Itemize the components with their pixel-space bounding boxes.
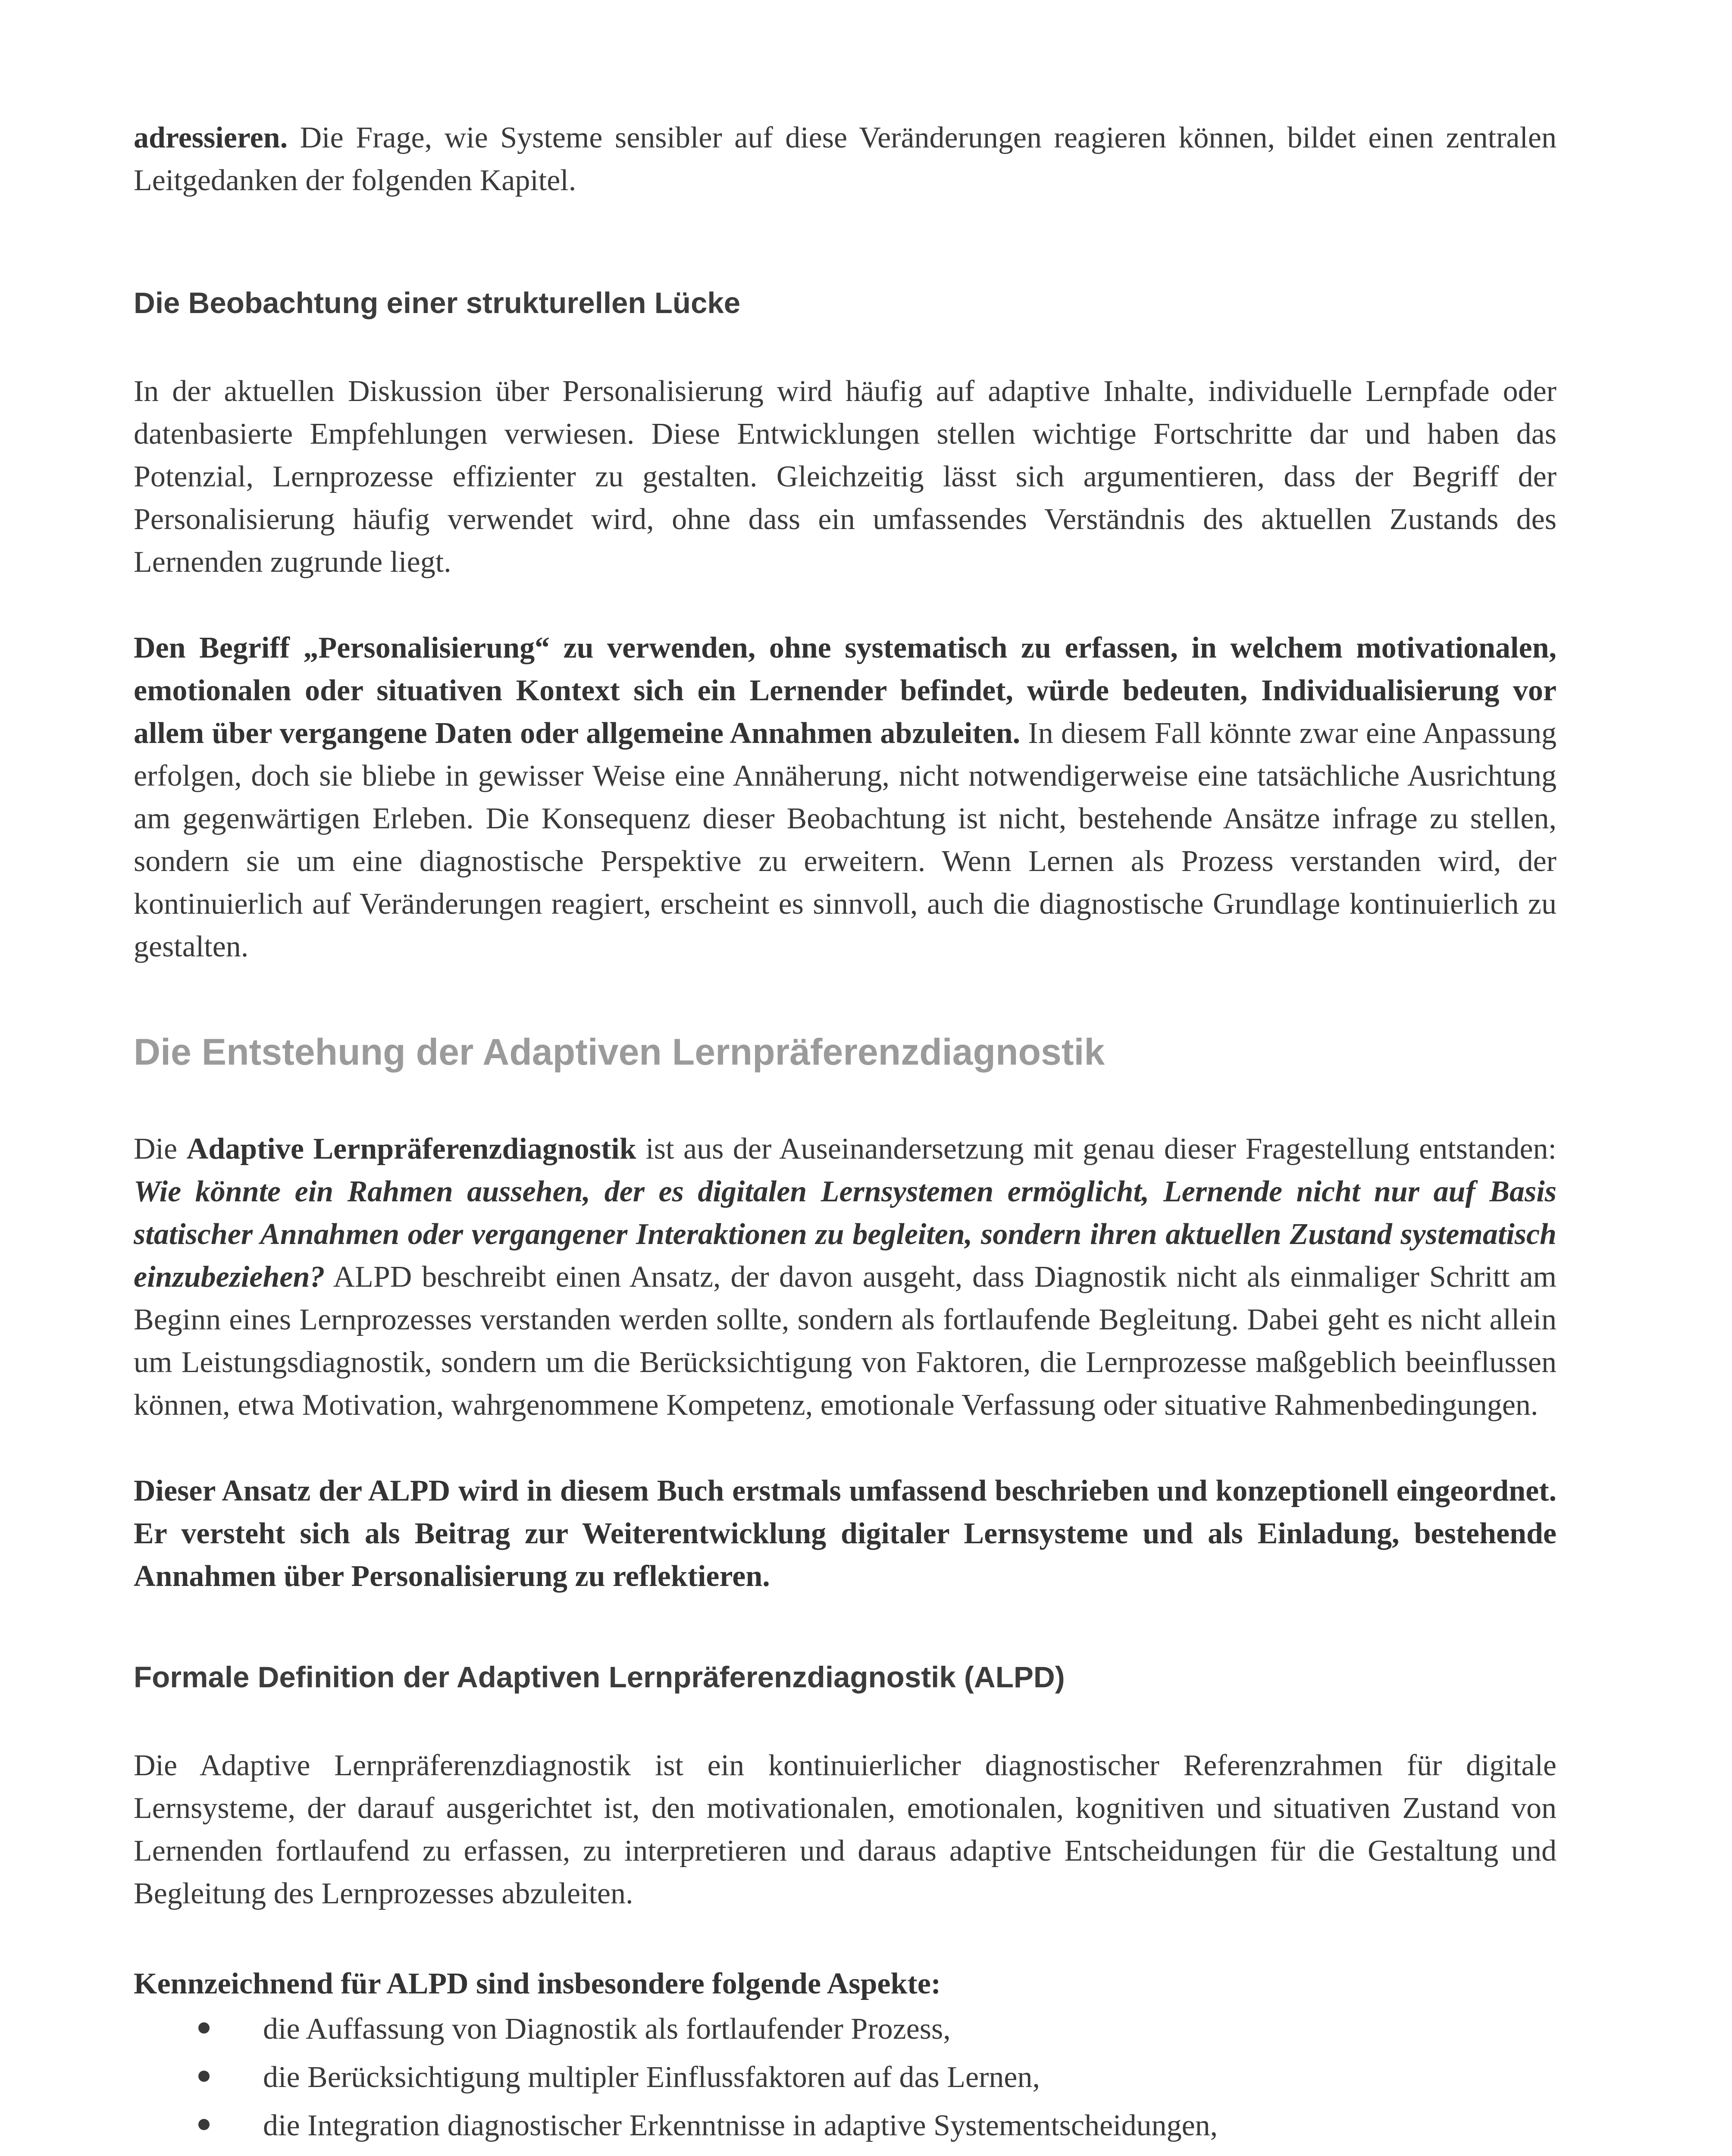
paragraph-definition: Die Adaptive Lernpräferenzdiagnostik ist ein kontinuierlicher diagnostischer Referenzrahmen für digitale Lernsysteme, der darauf ausgerichtet ist, den motivationalen, emotionalen, kognitiven und situativen Zustand von Lernenden fortlaufend zu erfassen, zu interpretieren und daraus adaptive Entscheidungen für die Gestaltung und Begleitung des Lernprozesses abzuleiten. (134, 1749, 1557, 1910)
heading-strukturelle-luecke: Die Beobachtung einer strukturellen Lücke (134, 286, 741, 320)
aspects-list (134, 2005, 1557, 2156)
heading-formale-definition: Formale Definition der Adaptiven Lernpräferenzdiagnostik (ALPD) (134, 1661, 1065, 1694)
list-item (134, 2005, 1557, 2053)
list-item (134, 2150, 1557, 2156)
paragraph-personalisierung: In der aktuellen Diskussion über Personalisierung wird häufig auf adaptive Inhalte, individuelle Lernpfade oder datenbasierte Empfehlungen verwiesen. Diese Entwicklungen stellen wichtige Fortschritte dar und haben das Potenzial, Lernprozesse effizienter zu gestalten. Gleichzeitig lässt sich argumentieren, dass der Begriff der Personalisierung häufig verwendet wird, ohne dass ein umfassendes Verständnis des aktuellen Zustands des Lernenden zugrunde liegt. (134, 375, 1557, 579)
document-page (134, 116, 1557, 2156)
begriff-rest-text: In diesem Fall könnte zwar eine Anpassung erfolgen, doch sie bliebe in gewisser Weise eine Annäherung, nicht notwendigerweise eine tatsächliche Ausrichtung am gegenwärtigen Erleben. Die Konsequenz dieser Beobachtung ist nicht, bestehende Ansätze infrage zu stellen, sondern sie um eine diagnostische Perspektive zu erweitern. Wenn Lernen als Prozess verstanden wird, der kontinuierlich auf Veränderungen reagiert, erscheint es sinnvoll, auch die diagnostische Grundlage kontinuierlich zu gestalten. (134, 717, 1557, 963)
bullet-icon (198, 2119, 210, 2130)
heading-entstehung-alpd: Die Entstehung der Adaptiven Lernpräferenzdiagnostik (134, 1031, 1105, 1073)
aspect-text: die Auffassung von Diagnostik als fortlaufender Prozess, (263, 2012, 951, 2046)
alpd-text-b: ist aus der Auseinandersetzung mit genau dieser Fragestellung entstanden: (636, 1132, 1557, 1166)
intro-text: Die Frage, wie Systeme sensibler auf diese Veränderungen reagieren können, bildet einen zentralen Leitgedanken der folgenden Kapitel. (134, 121, 1557, 197)
alpd-key-question: Wie könnte ein Rahmen aussehen, der es digitalen Lernsystemen ermöglicht, Lernende nicht nur auf Basis statischer Annahmen oder vergangener Interaktionen zu begleiten, sondern ihren aktuellen Zustand systematisch einzubeziehen? (134, 1175, 1557, 1294)
intro-paragraph (134, 116, 1557, 202)
aspects-heading: Kennzeichnend für ALPD sind insbesondere folgende Aspekte: (134, 1967, 941, 2000)
alpd-bold-term: Adaptive Lernpräferenzdiagnostik (186, 1132, 636, 1166)
paragraph-begriff-personalisierung (134, 627, 1557, 968)
aspect-text: die Integration diagnostischer Erkenntnisse in adaptive Systementscheidungen, (263, 2109, 1218, 2142)
intro-bold-lead: adressieren. (134, 121, 288, 154)
alpd-text-a: Die (134, 1132, 187, 1166)
paragraph-alpd-entstehung (134, 1128, 1557, 1426)
paragraph-ansatz-buch: Dieser Ansatz der ALPD wird in diesem Buch erstmals umfassend beschrieben und konzeptionell eingeordnet. Er versteht sich als Beitrag zur Weiterentwicklung digitaler Lernsysteme und als Einladung, bestehende Annahmen über Personalisierung zu reflektieren. (134, 1474, 1557, 1593)
list-item (134, 2102, 1557, 2150)
bullet-icon (198, 2071, 210, 2082)
aspect-text: die Berücksichtigung multipler Einflussfaktoren auf das Lernen, (263, 2061, 1040, 2094)
bullet-icon (198, 2022, 210, 2034)
begriff-bold-text: Den Begriff „Personalisierung“ zu verwenden, ohne systematisch zu erfassen, in welchem motivationalen, emotionalen oder situativen Kontext sich ein Lernender befindet, würde bedeuten, Individualisierung vor allem über vergangene Daten oder allgemeine Annahmen abzuleiten. (134, 631, 1557, 750)
list-item (134, 2053, 1557, 2102)
alpd-text-c: ALPD beschreibt einen Ansatz, der davon ausgeht, dass Diagnostik nicht als einmaliger Schritt am Beginn eines Lernprozesses verstanden werden sollte, sondern als fortlaufende Begleitung. Dabei geht es nicht allein um Leistungsdiagnostik, sondern um die Berücksichtigung von Faktoren, die Lernprozesse maßgeblich beeinflussen können, etwa Motivation, wahrgenommene Kompetenz, emotionale Verfassung oder situative Rahmenbedingungen. (134, 1260, 1557, 1422)
